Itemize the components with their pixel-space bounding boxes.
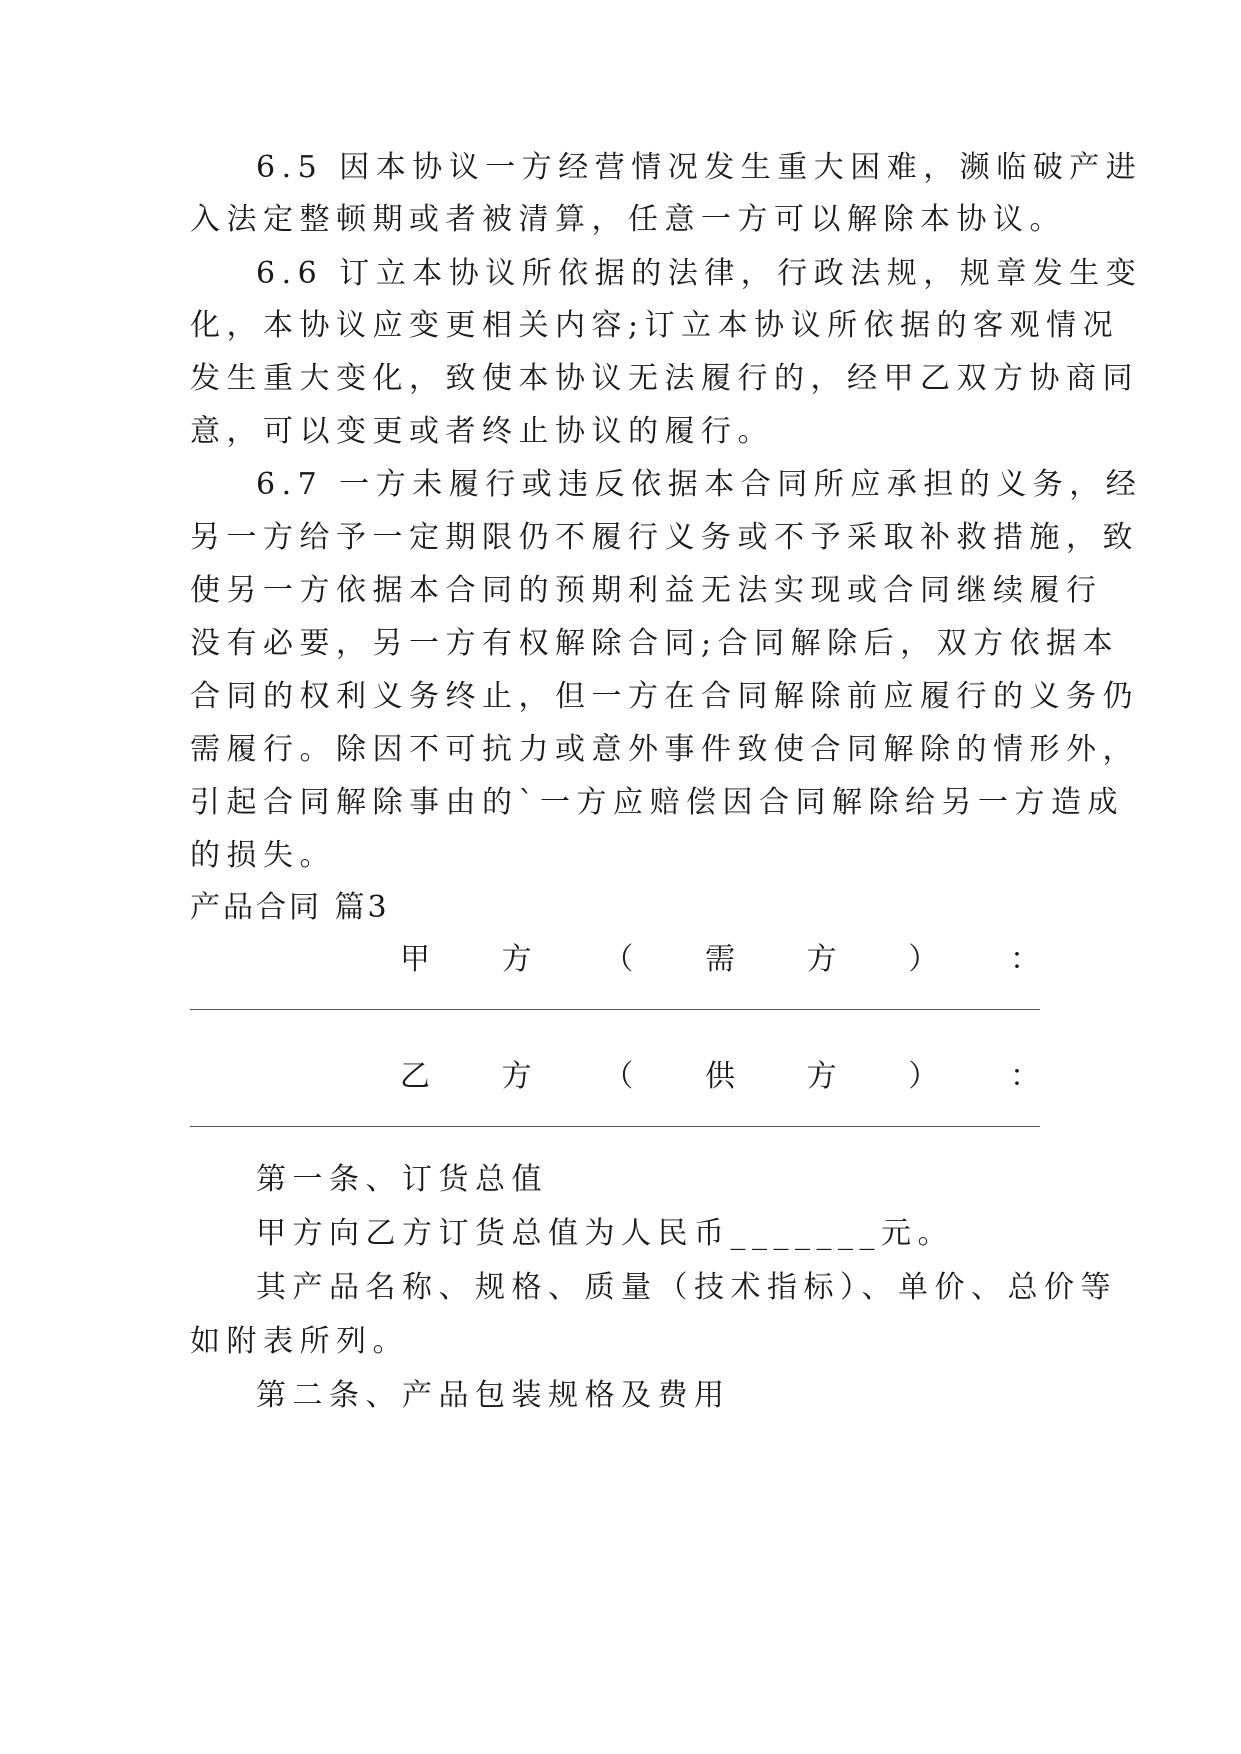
paragraph-line: 如附表所列。 <box>190 1324 409 1359</box>
paragraph-line: 另一方给予一定期限仍不履行义务或不予采取补救措施，致 <box>190 520 1139 555</box>
party-a-blank-rule <box>190 1009 1040 1010</box>
party-a-char: ） <box>908 942 939 977</box>
party-b-char: 乙 <box>400 1059 430 1094</box>
paragraph-line: 6.5 因本协议一方经营情况发生重大困难，濒临破产进 <box>256 150 1143 185</box>
party-b-char: 供 <box>704 1059 735 1094</box>
section-heading: 产品合同 篇3 <box>190 890 390 925</box>
paragraph-line: 6.6 订立本协议所依据的法律，行政法规，规章发生变 <box>256 256 1143 291</box>
paragraph-line: 引起合同解除事由的`一方应赔偿因合同解除给另一方造成 <box>190 785 1124 820</box>
paragraph-line: 没有必要，另一方有权解除合同;合同解除后，双方依据本 <box>190 626 1120 661</box>
article-heading: 第二条、产品包装规格及费用 <box>256 1378 731 1413</box>
party-a-line <box>400 940 1040 980</box>
paragraph-line: 化，本协议应变更相关内容;订立本协议所依据的客观情况 <box>190 308 1120 343</box>
party-a-char: ： <box>1009 942 1040 977</box>
party-b-blank-rule <box>190 1126 1040 1127</box>
paragraph-line: 合同的权利义务终止，但一方在合同解除前应履行的义务仍 <box>190 679 1139 714</box>
paragraph-line: 发生重大变化，致使本协议无法履行的，经甲乙双方协商同 <box>190 361 1139 396</box>
paragraph-line: 甲方向乙方订货总值为人民币_______元。 <box>256 1216 954 1251</box>
party-b-char: （ <box>603 1059 634 1094</box>
party-b-char: ： <box>1009 1059 1040 1094</box>
party-a-char: 甲 <box>400 942 430 977</box>
party-a-char: 需 <box>704 942 735 977</box>
party-b-char: 方 <box>501 1059 532 1094</box>
party-b-char: ） <box>908 1059 939 1094</box>
paragraph-line: 意，可以变更或者终止协议的履行。 <box>190 414 774 449</box>
article-heading: 第一条、订货总值 <box>256 1162 548 1197</box>
paragraph-line: 需履行。除因不可抗力或意外事件致使合同解除的情形外， <box>190 732 1139 767</box>
party-b-char: 方 <box>806 1059 837 1094</box>
paragraph-line: 的损失。 <box>190 838 336 873</box>
party-a-char: （ <box>603 942 634 977</box>
paragraph-line: 其产品名称、规格、质量（技术指标）、单价、总价等 <box>256 1270 1117 1305</box>
paragraph-line: 入法定整顿期或者被清算，任意一方可以解除本协议。 <box>190 202 1066 237</box>
party-a-char: 方 <box>806 942 837 977</box>
party-a-char: 方 <box>501 942 532 977</box>
paragraph-line: 6.7 一方未履行或违反依据本合同所应承担的义务，经 <box>256 467 1143 502</box>
party-b-line <box>400 1057 1040 1097</box>
paragraph-line: 使另一方依据本合同的预期利益无法实现或合同继续履行 <box>190 573 1103 608</box>
